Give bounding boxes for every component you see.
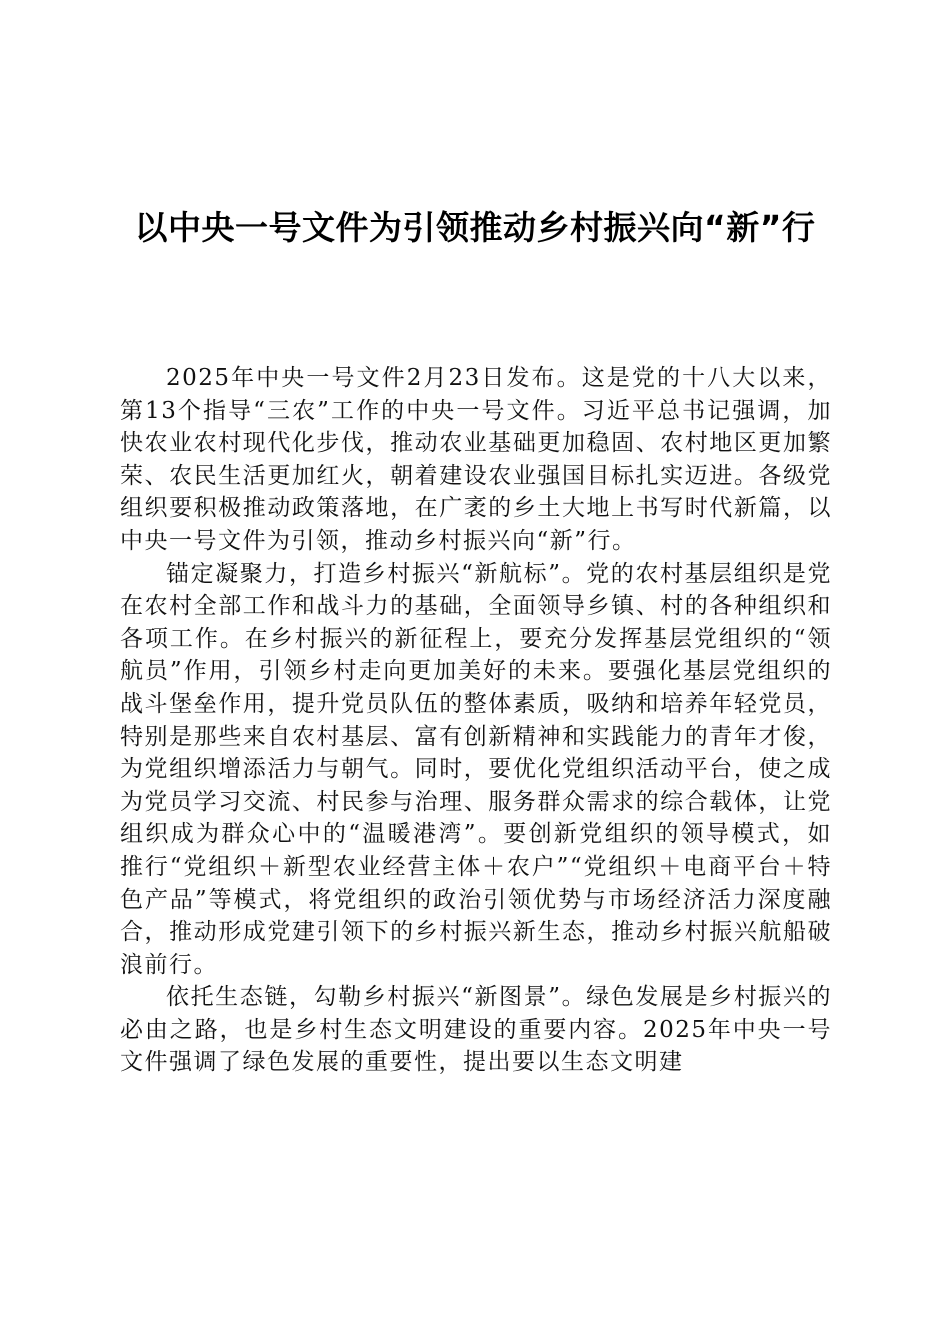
document-title: 以中央一号文件为引领推动乡村振兴向“新”行 [134,208,816,247]
paragraph-cohesion: 锚定凝聚力，打造乡村振兴“新航标”。党的农村基层组织是党在农村全部工作和战斗力的基础，全面领导乡镇、村的各种组织和各项工作。在乡村振兴的新征程上，要充分发挥基层党组织的“领航员”作用，引领乡村走向更加美好的未来。要强化基层党组织的战斗堡垒作用，提升党员队伍的整体素质，吸纳和培养年轻党员，特别是那些来自农村基层、富有创新精神和实践能力的青年才俊，为党组织增添活力与朝气。同时，要优化党组织活动平台，使之成为党员学习交流、村民参与治理、服务群众需求的综合载体，让党组织成为群众心中的“温暖港湾”。要创新党组织的领导模式，如推行“党组织＋新型农业经营主体＋农户”“党组织＋电商平台＋特色产品”等模式，将党组织的政治引领优势与市场经济活力深度融合，推动形成党建引领下的乡村振兴新生态，推动乡村振兴航船破浪前行。 [120,560,832,978]
paragraph-ecology: 依托生态链，勾勒乡村振兴“新图景”。绿色发展是乡村振兴的必由之路，也是乡村生态文明建设的重要内容。2025年中央一号文件强调了绿色发展的重要性，提出要以生态文明建 [120,984,832,1076]
document-body [120,362,832,1079]
paragraph-intro: 2025年中央一号文件2月23日发布。这是党的十八大以来，第13个指导“三农”工作的中央一号文件。习近平总书记强调，加快农业农村现代化步伐，推动农业基础更加稳固、农村地区更加繁荣、农民生活更加红火，朝着建设农业强国目标扎实迈进。各级党组织要积极推动政策落地，在广袤的乡土大地上书写时代新篇，以中央一号文件为引领，推动乡村振兴向“新”行。 [120,365,832,554]
